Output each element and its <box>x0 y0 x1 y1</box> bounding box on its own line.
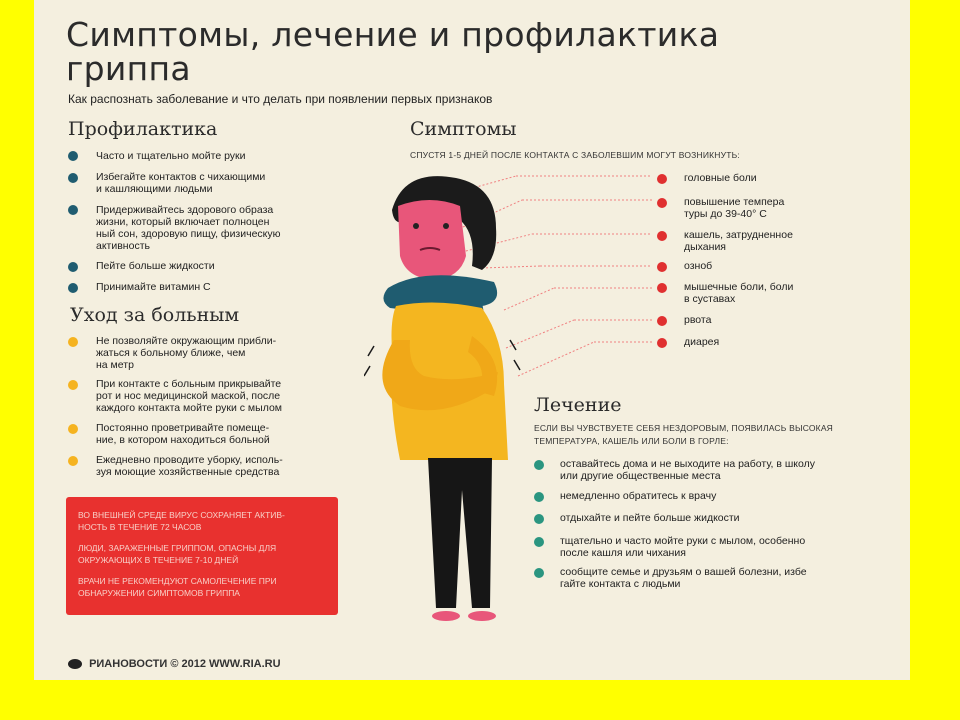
copyright-text: © 2012 WWW.RIA.RU <box>170 658 281 670</box>
treatment-note: ЕСЛИ ВЫ ЧУВСТВУЕТЕ СЕБЯ НЕЗДОРОВЫМ, ПОЯВИЛАСЬ ВЫСОКАЯ ТЕМПЕРАТУРА, КАШЕЛЬ ИЛИ БОЛИ В ГОРЛЕ: <box>534 423 834 446</box>
symptoms-heading: Симптомы <box>410 118 517 140</box>
treatment-item: отдыхайте и пейте больше жидкости <box>560 512 740 524</box>
ria-novosti-logo-icon <box>68 659 82 669</box>
footer-credit <box>68 658 281 670</box>
symptom-item: озноб <box>684 260 713 272</box>
page-subtitle: Как распознать заболевание и что делать при появлении первых признаков <box>68 92 493 106</box>
care-item: При контакте с больным прикрывайте рот и нос медицинской маской, после каждого контакта мойте руки с мылом <box>96 378 283 414</box>
symptom-item: головные боли <box>684 172 757 184</box>
sick-person-illustration <box>364 170 554 632</box>
symptom-item: кашель, затрудненное дыхания <box>684 229 793 253</box>
virus-fact: ВО ВНЕШНЕЙ СРЕДЕ ВИРУС СОХРАНЯЕТ АКТИВ- НОСТЬ В ТЕЧЕНИЕ 72 ЧАСОВ <box>78 510 285 532</box>
prevention-item: Принимайте витамин С <box>96 281 211 293</box>
prevention-item: Придерживайтесь здорового образа жизни, который включает полноцен ный сон, здоровую пищу, физическую активность <box>96 204 281 252</box>
prevention-item: Пейте больше жидкости <box>96 260 215 272</box>
treatment-bullet <box>534 514 544 524</box>
treatment-item: тщательно и часто мойте руки с мылом, особенно после кашля или чихания <box>560 535 806 559</box>
prevention-item: Избегайте контактов с чихающими и кашляющими людьми <box>96 171 266 195</box>
virus-fact: ЛЮДИ, ЗАРАЖЕННЫЕ ГРИППОМ, ОПАСНЫ ДЛЯ ОКРУЖАЮЩИХ В ТЕЧЕНИЕ 7-10 ДНЕЙ <box>78 543 277 565</box>
care-heading: Уход за больным <box>70 304 240 326</box>
symptoms-note: СПУСТЯ 1-5 ДНЕЙ ПОСЛЕ КОНТАКТА С ЗАБОЛЕВШИМ МОГУТ ВОЗНИКНУТЬ: <box>410 150 740 160</box>
care-item: Не позволяйте окружающим прибли- жаться к больному ближе, чем на метр <box>96 335 277 371</box>
symptom-item: повышение темпера туры до 39-40° С <box>684 196 785 220</box>
treatment-bullet <box>534 460 544 470</box>
care-item: Ежедневно проводите уборку, исполь- зуя моющие хозяйственные средства <box>96 454 283 478</box>
treatment-bullet <box>534 537 544 547</box>
treatment-item: оставайтесь дома и не выходите на работу, в школу или другие общественные места <box>560 458 815 482</box>
prevention-item: Часто и тщательно мойте руки <box>96 150 246 162</box>
infographic-panel <box>34 0 910 680</box>
treatment-heading: Лечение <box>534 394 622 416</box>
symptom-item: рвота <box>684 314 712 326</box>
treatment-bullet <box>534 568 544 578</box>
treatment-item: немедленно обратитесь к врачу <box>560 490 717 502</box>
virus-fact: ВРАЧИ НЕ РЕКОМЕНДУЮТ САМОЛЕЧЕНИЕ ПРИ ОБНАРУЖЕНИИ СИМПТОМОВ ГРИППА <box>78 576 277 598</box>
prevention-heading: Профилактика <box>68 118 218 140</box>
symptom-item: диарея <box>684 336 720 348</box>
treatment-bullet <box>534 492 544 502</box>
treatment-item: сообщите семье и друзьям о вашей болезни, избе гайте контакта с людьми <box>560 566 807 590</box>
title-line-1: Симптомы, лечение и профилактика <box>66 15 720 54</box>
title-line-2: гриппа <box>66 49 191 88</box>
care-item: Постоянно проветривайте помеще- ние, в котором находиться больной <box>96 422 270 446</box>
symptom-item: мышечные боли, боли в суставах <box>684 281 794 305</box>
brand-name: РИАНОВОСТИ <box>89 658 168 670</box>
